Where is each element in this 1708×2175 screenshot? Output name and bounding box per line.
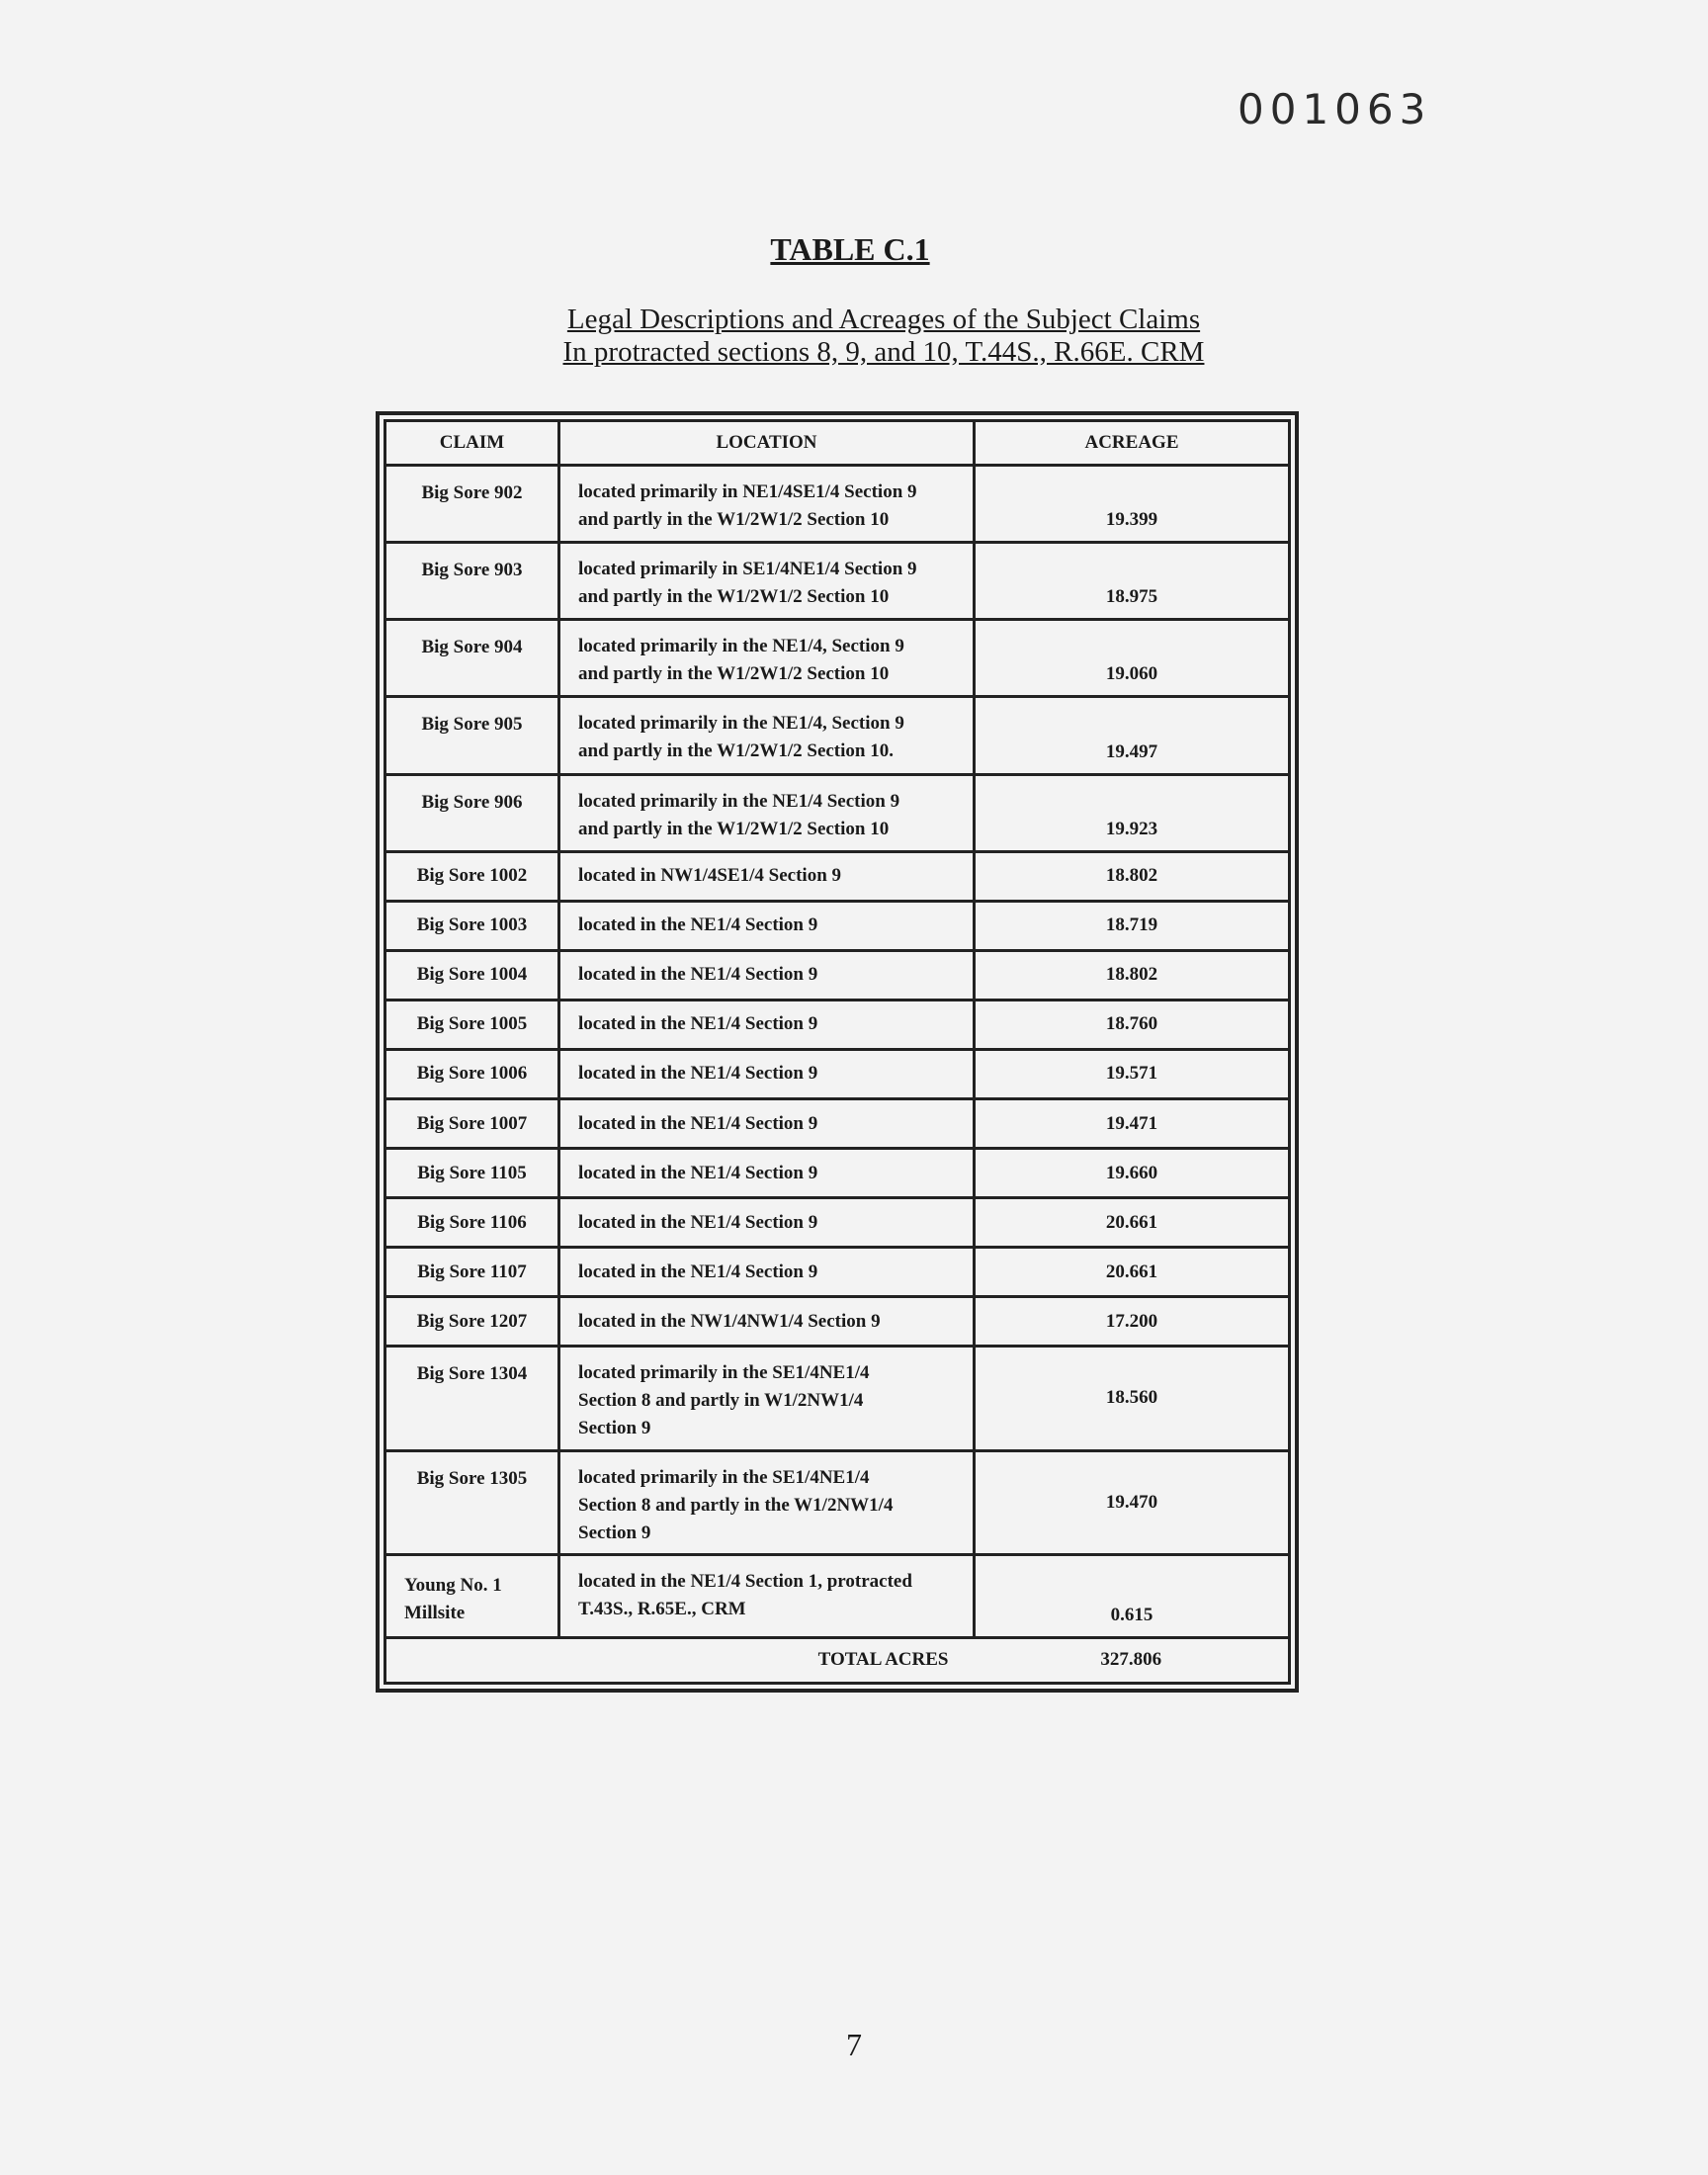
location-line: Section 9 bbox=[578, 1418, 651, 1439]
claim-cell bbox=[385, 1347, 559, 1450]
header-claim: CLAIM bbox=[385, 421, 559, 466]
location-line: located in the NE1/4 Section 9 bbox=[578, 1013, 818, 1035]
acreage-cell: 19.399 bbox=[975, 466, 1290, 543]
claim-cell bbox=[385, 1297, 559, 1347]
claim-name: Big Sore 906 bbox=[421, 791, 523, 813]
claim-cell bbox=[385, 1198, 559, 1248]
claim-name: Big Sore 1003 bbox=[416, 914, 528, 936]
location-line: and partly in the W1/2W1/2 Section 10 bbox=[578, 663, 890, 685]
table-row bbox=[385, 697, 1290, 774]
table-row bbox=[385, 1248, 1290, 1297]
location-cell bbox=[559, 1149, 975, 1198]
table-row bbox=[385, 1198, 1290, 1248]
location-line: located in the NE1/4 Section 9 bbox=[578, 1112, 818, 1134]
location-cell bbox=[559, 901, 975, 950]
claim-name: Big Sore 1007 bbox=[416, 1112, 528, 1134]
acreage-cell: 19.660 bbox=[975, 1149, 1290, 1198]
acreage-cell: 18.802 bbox=[975, 950, 1290, 1000]
table-row bbox=[385, 543, 1290, 620]
table-row bbox=[385, 1554, 1290, 1637]
claim-cell bbox=[385, 851, 559, 901]
location-line: located primarily in the NE1/4, Section 9 bbox=[578, 713, 904, 735]
acreage-cell: 20.661 bbox=[975, 1198, 1290, 1248]
table-header-row bbox=[385, 421, 1290, 466]
location-cell bbox=[559, 1450, 975, 1554]
acreage-cell: 17.200 bbox=[975, 1297, 1290, 1347]
location-line: and partly in the W1/2W1/2 Section 10 bbox=[578, 586, 890, 608]
location-line: and partly in the W1/2W1/2 Section 10. bbox=[578, 740, 894, 762]
claim-name: Big Sore 1005 bbox=[416, 1013, 528, 1035]
claim-cell bbox=[385, 950, 559, 1000]
claims-table-frame bbox=[376, 411, 1299, 1693]
table-row bbox=[385, 1450, 1290, 1554]
claim-name: Big Sore 1002 bbox=[416, 865, 528, 887]
location-line: located in NW1/4SE1/4 Section 9 bbox=[578, 865, 842, 887]
location-line: and partly in the W1/2W1/2 Section 10 bbox=[578, 818, 890, 839]
claim-name: Big Sore 1107 bbox=[417, 1261, 527, 1282]
bates-stamp: 001063 bbox=[1238, 85, 1432, 133]
location-line: located in the NE1/4 Section 9 bbox=[578, 964, 818, 986]
claim-cell bbox=[385, 620, 559, 697]
location-cell bbox=[559, 697, 975, 774]
acreage-cell: 20.661 bbox=[975, 1248, 1290, 1297]
page-number: 7 bbox=[846, 2027, 862, 2062]
location-cell bbox=[559, 774, 975, 851]
total-value: 327.806 bbox=[975, 1637, 1290, 1683]
claim-cell bbox=[385, 901, 559, 950]
claim-cell bbox=[385, 1248, 559, 1297]
acreage-cell: 18.719 bbox=[975, 901, 1290, 950]
claim-cell bbox=[385, 1450, 559, 1554]
table-subtitle-line2: In protracted sections 8, 9, and 10, T.44S., R.66E. CRM bbox=[562, 336, 1205, 368]
location-line: located in the NW1/4NW1/4 Section 9 bbox=[578, 1310, 881, 1332]
location-line: Section 9 bbox=[578, 1522, 651, 1543]
total-row bbox=[385, 1637, 1290, 1683]
location-line: located in the NE1/4 Section 9 bbox=[578, 1261, 818, 1282]
claim-name: Big Sore 1105 bbox=[417, 1162, 527, 1183]
acreage-cell: 18.560 bbox=[975, 1347, 1290, 1450]
table-row bbox=[385, 466, 1290, 543]
claim-name: Big Sore 904 bbox=[421, 637, 523, 658]
claim-name: Big Sore 1004 bbox=[416, 964, 528, 986]
location-cell bbox=[559, 1099, 975, 1149]
location-cell bbox=[559, 1198, 975, 1248]
acreage-cell: 18.975 bbox=[975, 543, 1290, 620]
table-row bbox=[385, 1000, 1290, 1049]
location-line: Section 8 and partly in W1/2NW1/4 bbox=[578, 1390, 864, 1412]
claim-name: Big Sore 903 bbox=[421, 560, 523, 581]
claim-cell bbox=[385, 1099, 559, 1149]
claim-cell bbox=[385, 774, 559, 851]
location-line: located in the NE1/4 Section 9 bbox=[578, 1162, 818, 1183]
claim-cell bbox=[385, 1049, 559, 1098]
table-row bbox=[385, 950, 1290, 1000]
claim-cell bbox=[385, 543, 559, 620]
location-line: located primarily in NE1/4SE1/4 Section 9 bbox=[578, 481, 917, 502]
location-cell bbox=[559, 1248, 975, 1297]
claim-cell bbox=[385, 1000, 559, 1049]
table-subtitle-line1: Legal Descriptions and Acreages of the Subject Claims bbox=[566, 304, 1201, 335]
acreage-cell: 19.470 bbox=[975, 1450, 1290, 1554]
location-cell bbox=[559, 466, 975, 543]
claim-name: Big Sore 905 bbox=[421, 714, 523, 736]
claim-cell bbox=[385, 1149, 559, 1198]
location-line: located primarily in the NE1/4 Section 9 bbox=[578, 790, 900, 812]
claim-name: Big Sore 902 bbox=[421, 482, 523, 503]
location-cell bbox=[559, 950, 975, 1000]
claim-name-line: Millsite bbox=[404, 1602, 466, 1623]
location-line: located primarily in the SE1/4NE1/4 bbox=[578, 1466, 870, 1488]
location-line: located primarily in SE1/4NE1/4 Section 9 bbox=[578, 559, 917, 580]
acreage-cell: 19.060 bbox=[975, 620, 1290, 697]
acreage-cell: 19.571 bbox=[975, 1049, 1290, 1098]
location-line: and partly in the W1/2W1/2 Section 10 bbox=[578, 509, 890, 530]
claim-cell bbox=[385, 466, 559, 543]
location-cell bbox=[559, 1297, 975, 1347]
acreage-cell: 19.923 bbox=[975, 774, 1290, 851]
claim-name: Big Sore 1207 bbox=[416, 1310, 528, 1332]
total-label: TOTAL ACRES bbox=[385, 1637, 975, 1683]
claim-cell bbox=[385, 1554, 559, 1637]
location-line: located primarily in the NE1/4, Section 9 bbox=[578, 636, 904, 657]
location-cell bbox=[559, 1000, 975, 1049]
table-row bbox=[385, 620, 1290, 697]
acreage-cell: 18.802 bbox=[975, 851, 1290, 901]
location-cell bbox=[559, 620, 975, 697]
acreage-cell: 19.471 bbox=[975, 1099, 1290, 1149]
acreage-cell: 19.497 bbox=[975, 697, 1290, 774]
table-row bbox=[385, 1347, 1290, 1450]
claim-name: Big Sore 1304 bbox=[416, 1363, 528, 1385]
claim-name-line: Young No. 1 bbox=[404, 1574, 502, 1596]
location-line: located primarily in the SE1/4NE1/4 bbox=[578, 1362, 870, 1384]
acreage-cell: 18.760 bbox=[975, 1000, 1290, 1049]
location-cell bbox=[559, 851, 975, 901]
table-row bbox=[385, 901, 1290, 950]
claim-name: Big Sore 1305 bbox=[416, 1467, 528, 1489]
location-line: located in the NE1/4 Section 9 bbox=[578, 914, 818, 936]
table-row bbox=[385, 1099, 1290, 1149]
claim-name: Big Sore 1106 bbox=[417, 1211, 527, 1233]
location-cell bbox=[559, 1347, 975, 1450]
location-line: T.43S., R.65E., CRM bbox=[578, 1598, 746, 1619]
table-row bbox=[385, 1049, 1290, 1098]
location-line: Section 8 and partly in the W1/2NW1/4 bbox=[578, 1494, 894, 1516]
table-body bbox=[385, 466, 1290, 1684]
header-acreage: ACREAGE bbox=[975, 421, 1290, 466]
table-row bbox=[385, 1297, 1290, 1347]
location-line: located in the NE1/4 Section 9 bbox=[578, 1063, 818, 1085]
location-line: located in the NE1/4 Section 9 bbox=[578, 1211, 818, 1233]
claim-cell bbox=[385, 697, 559, 774]
location-cell bbox=[559, 1554, 975, 1637]
table-title: TABLE C.1 bbox=[770, 231, 930, 267]
claim-name: Big Sore 1006 bbox=[416, 1063, 528, 1085]
table-row bbox=[385, 1149, 1290, 1198]
table-row bbox=[385, 774, 1290, 851]
location-line: located in the NE1/4 Section 1, protracted bbox=[578, 1570, 912, 1592]
location-cell bbox=[559, 1049, 975, 1098]
claims-table bbox=[384, 419, 1291, 1685]
table-row bbox=[385, 851, 1290, 901]
location-cell bbox=[559, 543, 975, 620]
header-location: LOCATION bbox=[559, 421, 975, 466]
acreage-cell: 0.615 bbox=[975, 1554, 1290, 1637]
